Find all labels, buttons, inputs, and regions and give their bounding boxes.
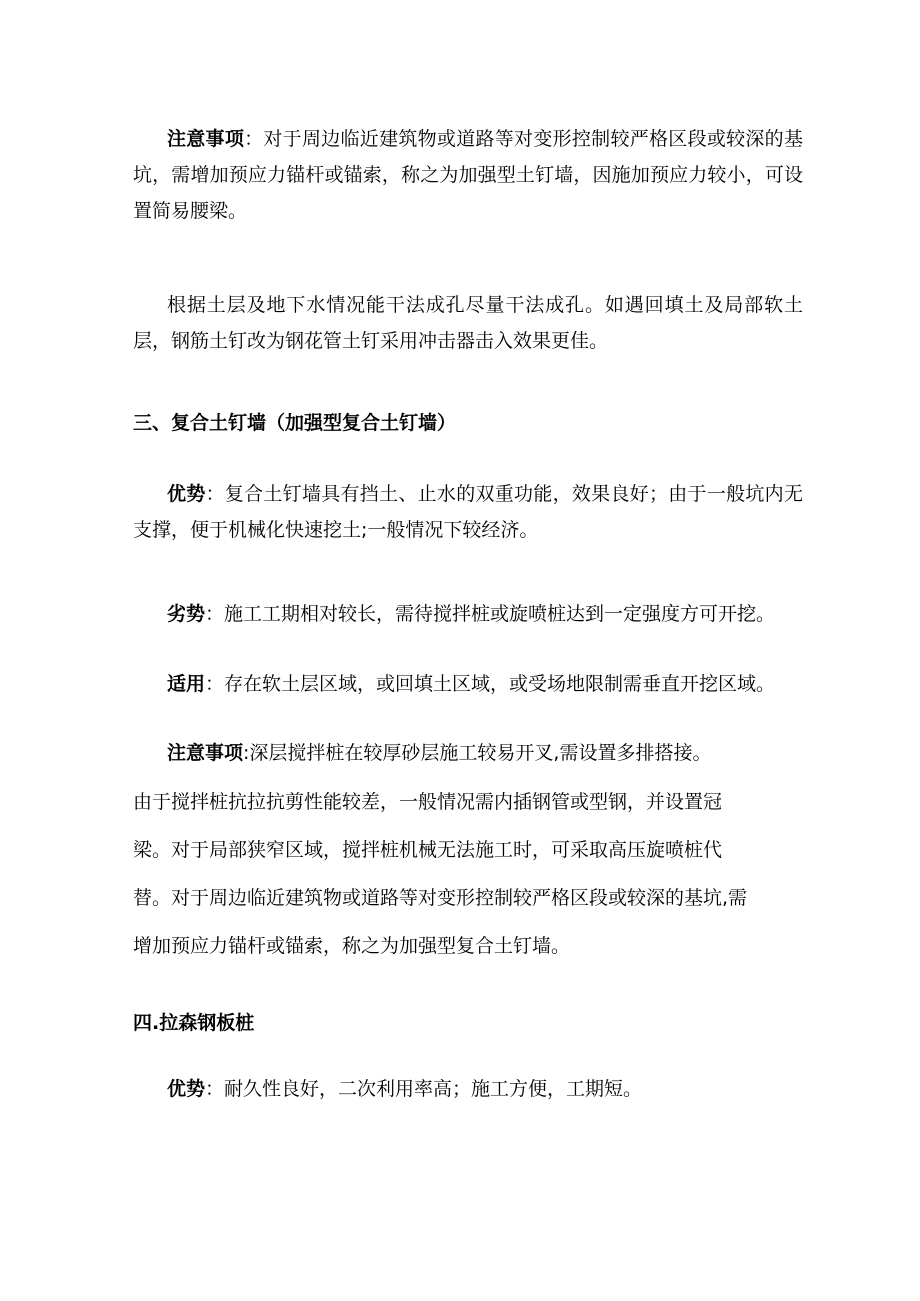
paragraph-text: 耐久性良好，二次利用率高；施工方便，工期短。 — [224, 1078, 643, 1100]
paragraph-text: 施工工期相对较长，需待搅拌桩或旋喷桩达到一定强度方可开挖。 — [224, 603, 776, 625]
paragraph-drilling-method — [133, 287, 803, 359]
text-line: 梁。对于局部狭窄区域，搅拌桩机械无法施工时，可采取高压旋喷桩代 — [133, 839, 723, 861]
label-advantages: 优势 — [167, 483, 206, 505]
paragraph-text: 复合土钉墙具有挡土、止水的双重功能，效果良好；由于一般坑内无支撑，便于机械化快速挖土;一般情况下较经济。 — [133, 483, 803, 541]
text-line: 由于搅拌桩抗拉抗剪性能较差，一般情况需内插钢管或型钢，并设置冠 — [133, 791, 723, 813]
label-colon: ： — [244, 128, 264, 150]
paragraph-advantages-composite — [133, 476, 803, 548]
label-disadvantages: 劣势 — [167, 603, 206, 625]
paragraph-text: 存在软土层区域，或回填土区域，或受场地限制需垂直开挖区域。 — [224, 673, 776, 695]
label-colon: : — [243, 742, 250, 764]
label-applicable: 适用 — [167, 673, 206, 695]
paragraph-text: 对于周边临近建筑物或道路等对变形控制较严格区段或较深的基坑，需增加预应力锚杆或锚索，称之为加强型土钉墙，因施加预应力较小，可设置简易腰梁。 — [133, 128, 803, 222]
label-precautions: 注意事项 — [167, 742, 244, 764]
label-colon: ： — [205, 673, 225, 695]
paragraph-applicable-composite — [133, 666, 803, 702]
paragraph-advantages-larsen — [133, 1071, 803, 1107]
label-colon: ： — [205, 603, 225, 625]
section-heading-composite-soil-nail-wall: 三、复合土钉墙（加强型复合土钉墙） — [133, 412, 457, 434]
label-precautions: 注意事项 — [167, 128, 245, 150]
text-line: 替。对于周边临近建筑物或道路等对变形控制较严格区段或较深的基坑,需 — [133, 887, 748, 909]
section-heading-larsen-sheet-pile: 四.拉森钢板桩 — [133, 1012, 255, 1034]
line-text: 深层搅拌桩在较厚砂层施工较易开叉,需设置多排搭接。 — [249, 742, 712, 764]
label-colon: ： — [205, 1078, 225, 1100]
paragraph-text: 根据土层及地下水情况能干法成孔尽量干法成孔。如遇回填土及局部软土层，钢筋土钉改为钢花管土钉采用冲击器击入效果更佳。 — [133, 294, 803, 352]
label-colon: ： — [205, 483, 225, 505]
paragraph-disadvantages-composite — [133, 596, 803, 632]
paragraph-precautions-reinforced — [133, 121, 803, 229]
label-advantages: 优势 — [167, 1078, 206, 1100]
text-line — [167, 735, 837, 771]
text-line: 增加预应力锚杆或锚索，称之为加强型复合土钉墙。 — [133, 935, 571, 957]
